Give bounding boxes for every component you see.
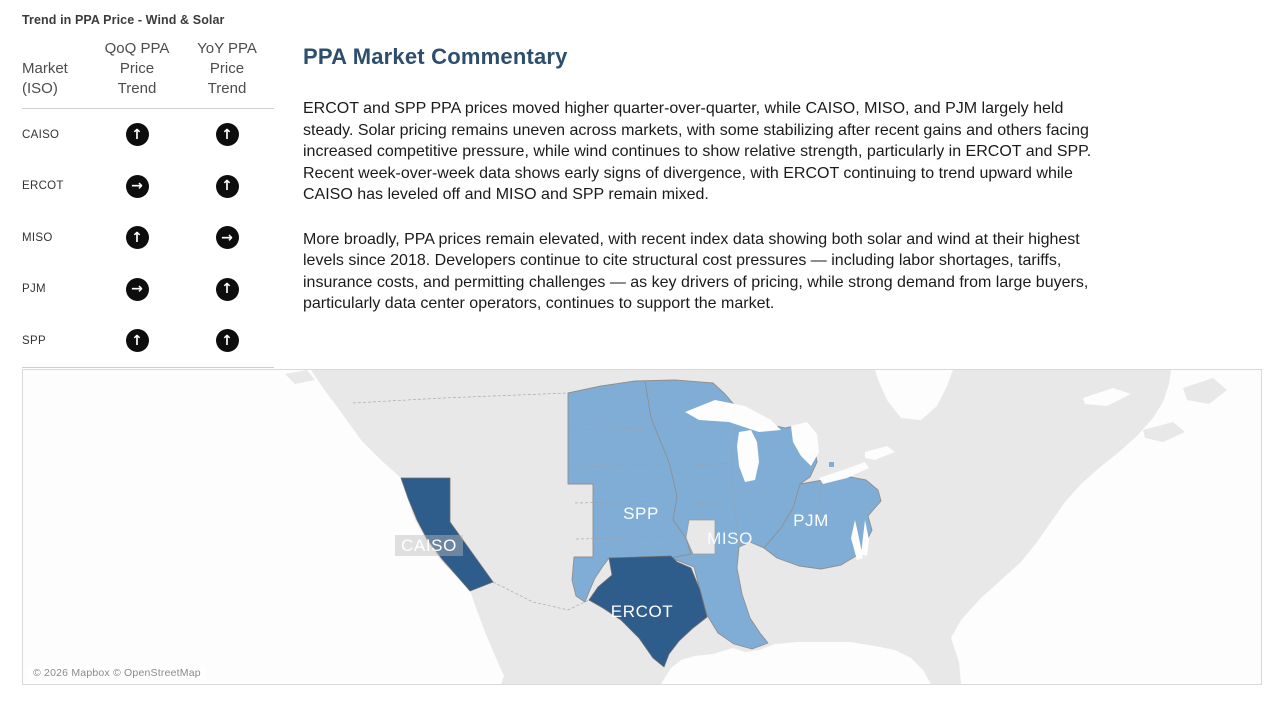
map-label-ercot: ERCOT bbox=[610, 602, 674, 621]
trend-table-body bbox=[22, 109, 274, 368]
yoy-trend-cell bbox=[182, 123, 272, 146]
table-row bbox=[22, 315, 274, 367]
yoy-trend-cell bbox=[182, 226, 272, 249]
qoq-trend-cell bbox=[92, 175, 182, 198]
header-market-line2: (ISO) bbox=[22, 80, 58, 97]
map-attribution[interactable]: © 2026 Mapbox © OpenStreetMap bbox=[28, 666, 206, 680]
trend-table-panel bbox=[22, 8, 274, 368]
map-label-miso: MISO bbox=[707, 529, 753, 548]
commentary-panel bbox=[303, 44, 1103, 315]
trend-up-icon[interactable]: ↑ bbox=[126, 123, 149, 146]
header-yoy-line1: YoY PPA bbox=[197, 40, 257, 57]
qoq-trend-cell bbox=[92, 329, 182, 352]
trend-up-icon[interactable]: ↑ bbox=[126, 329, 149, 352]
header-market-iso bbox=[22, 59, 92, 99]
commentary-title: PPA Market Commentary bbox=[303, 44, 568, 69]
trend-flat-icon[interactable]: → bbox=[126, 278, 149, 301]
trend-flat-icon[interactable]: → bbox=[126, 175, 149, 198]
qoq-trend-cell bbox=[92, 226, 182, 249]
ppa-choropleth-map[interactable] bbox=[23, 370, 1261, 684]
trend-up-icon[interactable]: ↑ bbox=[216, 123, 239, 146]
trend-table-title: Trend in PPA Price - Wind & Solar bbox=[22, 13, 225, 27]
trend-up-icon[interactable]: ↑ bbox=[216, 329, 239, 352]
market-label[interactable]: MISO bbox=[22, 231, 53, 244]
trend-table-header bbox=[22, 39, 274, 109]
yoy-trend-cell bbox=[182, 278, 272, 301]
header-qoq-line1: QoQ PPA bbox=[104, 40, 170, 57]
market-label[interactable]: PJM bbox=[22, 283, 46, 296]
trend-up-icon[interactable]: ↑ bbox=[216, 278, 239, 301]
map-label-pjm: PJM bbox=[793, 511, 829, 530]
qoq-trend-cell bbox=[92, 278, 182, 301]
trend-up-icon[interactable]: ↑ bbox=[126, 226, 149, 249]
table-row bbox=[22, 109, 274, 161]
table-row bbox=[22, 161, 274, 213]
map-label-caiso: CAISO bbox=[401, 536, 457, 555]
trend-flat-icon[interactable]: → bbox=[216, 226, 239, 249]
trend-up-icon[interactable]: ↑ bbox=[216, 175, 239, 198]
header-qoq-line3: Trend bbox=[117, 80, 157, 97]
commentary-paragraph-2: More broadly, PPA prices remain elevated, with recent index data showing both solar and wind at their highest levels since 2018. Developers continue to cite structural cost pressures — including labor shortages, tariffs, insurance costs, and permitting challenges — as key drivers of pricing, while strong demand from large buyers, particularly data center operators, continues to support the market. bbox=[303, 230, 1089, 312]
header-yoy-line2: Price bbox=[209, 60, 245, 77]
map-small-island-mark bbox=[829, 462, 834, 467]
commentary-paragraph-1: ERCOT and SPP PPA prices moved higher quarter-over-quarter, while CAISO, MISO, and PJM largely held steady. Solar pricing remains uneven across markets, with some stabilizing after recent gains and others facing increased competitive pressure, while wind continues to show relative strength, particularly in ERCOT and SPP. Recent week-over-week data shows early signs of divergence, with ERCOT continuing to trend upward while CAISO has leveled off and MISO and SPP remain mixed. bbox=[303, 100, 1092, 203]
header-qoq-trend bbox=[92, 39, 182, 99]
yoy-trend-cell bbox=[182, 175, 272, 198]
market-label[interactable]: CAISO bbox=[22, 128, 60, 141]
header-yoy-trend bbox=[182, 39, 272, 99]
table-row bbox=[22, 264, 274, 316]
map-label-spp: SPP bbox=[623, 504, 659, 523]
market-label[interactable]: SPP bbox=[22, 334, 46, 347]
header-qoq-line2: Price bbox=[119, 60, 155, 77]
qoq-trend-cell bbox=[92, 123, 182, 146]
table-row bbox=[22, 212, 274, 264]
yoy-trend-cell bbox=[182, 329, 272, 352]
header-market-line1: Market bbox=[22, 60, 68, 77]
ppa-map-panel bbox=[22, 369, 1262, 685]
header-yoy-line3: Trend bbox=[207, 80, 247, 97]
market-label[interactable]: ERCOT bbox=[22, 180, 64, 193]
